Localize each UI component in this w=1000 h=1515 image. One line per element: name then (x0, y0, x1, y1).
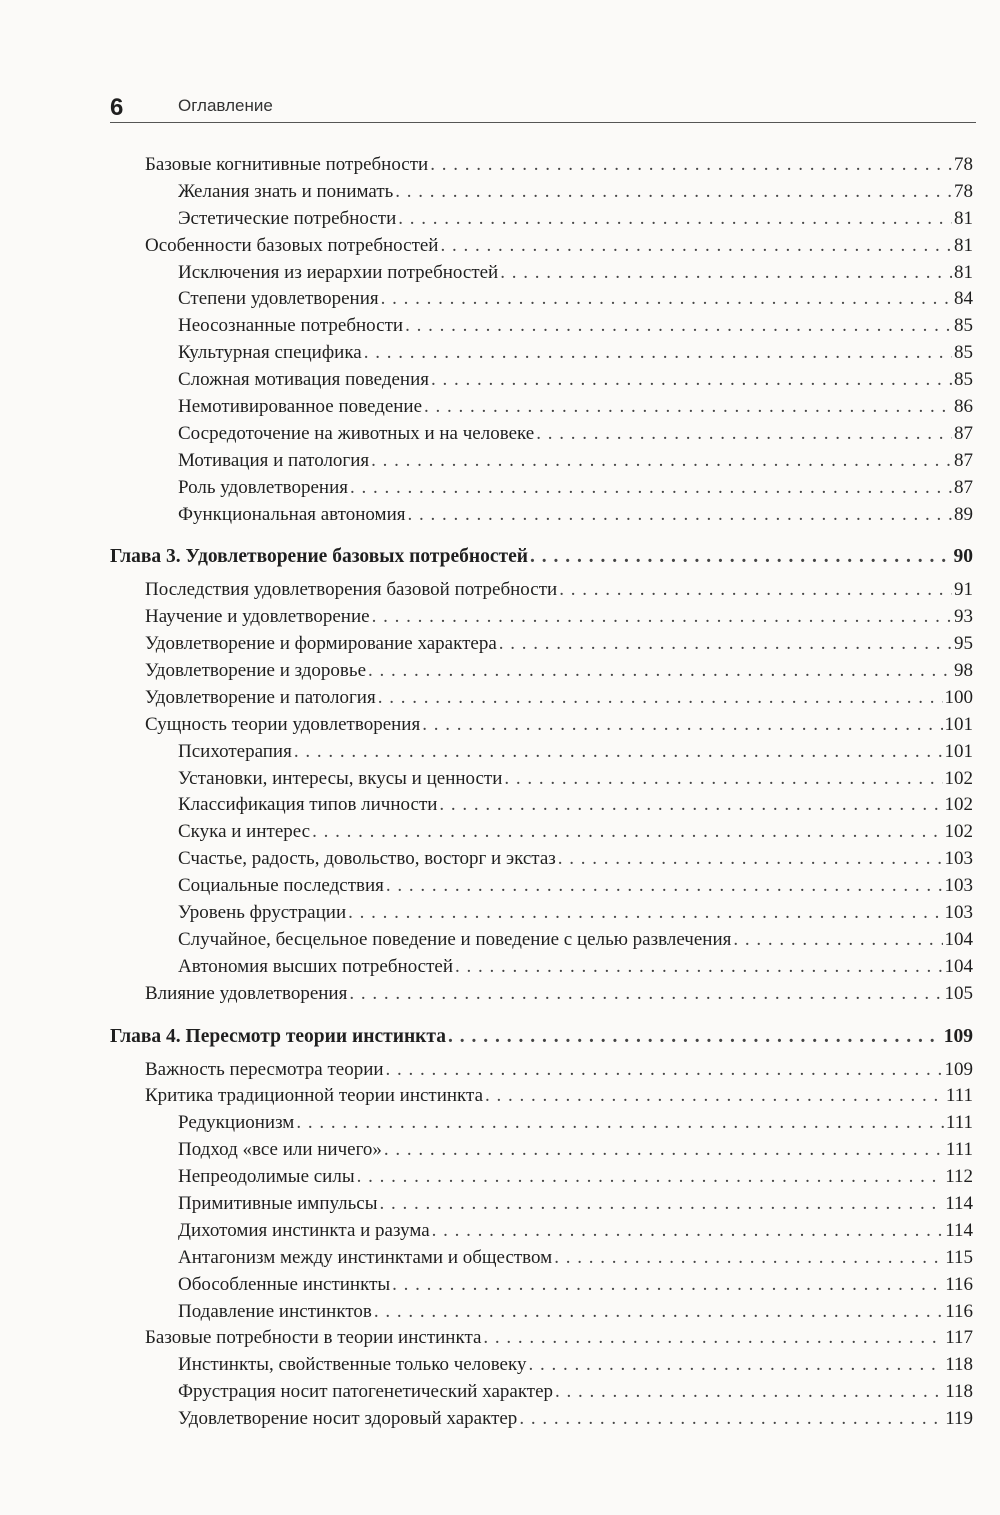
toc-entry (110, 448, 973, 475)
toc-entry (110, 1352, 973, 1379)
toc-chapter (110, 544, 973, 571)
leader-dots (555, 1379, 943, 1406)
toc-entry-title: Исключения из иерархии потребностей (178, 261, 499, 283)
leader-dots (483, 1325, 943, 1352)
leader-dots (536, 421, 952, 448)
leader-dots (448, 1024, 942, 1051)
toc-entry-page: 111 (945, 1139, 973, 1161)
toc-entry-title: Уровень фрустрации (178, 902, 347, 924)
toc-entry (110, 1164, 973, 1191)
toc-entry-title: Счастье, радость, довольство, восторг и экстаз (178, 848, 556, 870)
toc-entry-title: Антагонизм между инстинктами и обществом (178, 1246, 553, 1268)
toc-entry-title: Социальные последствия (178, 875, 384, 897)
toc-entry-title: Сосредоточение на животных и на человеке (178, 422, 535, 444)
leader-dots (374, 1299, 943, 1326)
leader-dots (294, 739, 943, 766)
toc-entry-page: 117 (945, 1327, 973, 1349)
toc-entry (110, 206, 973, 233)
toc-entry-title: Функциональная автономия (178, 503, 406, 525)
leader-dots (455, 954, 942, 981)
toc-entry (110, 577, 973, 604)
toc-entry-page: 78 (954, 180, 973, 202)
toc-entry (110, 1137, 973, 1164)
toc-entry-title: Удовлетворение и патология (145, 686, 376, 708)
leader-dots (368, 658, 952, 685)
toc-entry-title: Психотерапия (178, 740, 292, 762)
toc-entry-page: 81 (954, 234, 973, 256)
toc-entry-title: Инстинкты, свойственные только человеку (178, 1354, 527, 1376)
toc-entry (110, 1218, 973, 1245)
toc-entry-page: 85 (954, 315, 973, 337)
toc-entry-page: 89 (954, 503, 973, 525)
leader-dots (519, 1406, 943, 1433)
toc-entry-title: Фрустрация носит патогенетический характер (178, 1381, 554, 1403)
toc-entry-title: Удовлетворение и здоровье (145, 660, 367, 682)
toc-entry-page: 90 (953, 546, 973, 568)
toc-entry-page: 101 (944, 713, 973, 735)
toc-entry-page: 87 (954, 422, 973, 444)
toc-entry (110, 900, 973, 927)
toc-entry-title: Удовлетворение и формирование характера (145, 633, 497, 655)
leader-dots (499, 631, 952, 658)
toc-entry (110, 631, 973, 658)
toc-entry (110, 954, 973, 981)
toc-entry-title: Глава 3. Удовлетворение базовых потребностей (110, 546, 528, 568)
toc-entry-page: 101 (944, 740, 973, 762)
leader-dots (439, 792, 942, 819)
toc-entry-title: Культурная специфика (178, 342, 362, 364)
toc-entry-page: 109 (943, 1025, 973, 1047)
toc-entry (110, 739, 973, 766)
toc-entry-page: 111 (945, 1112, 973, 1134)
leader-dots (296, 1110, 944, 1137)
toc-entry (110, 1406, 973, 1433)
leader-dots (392, 1272, 943, 1299)
toc-entry (110, 792, 973, 819)
toc-entry-title: Непреодолимые силы (178, 1166, 355, 1188)
leader-dots (558, 846, 943, 873)
toc-entry (110, 685, 973, 712)
leader-dots (422, 712, 942, 739)
toc-entry-page: 109 (944, 1058, 973, 1080)
toc-entry-title: Мотивация и патология (178, 449, 370, 471)
toc-entry-page: 118 (945, 1354, 973, 1376)
toc-entry-title: Подавление инстинктов (178, 1300, 372, 1322)
toc-entry-page: 102 (944, 794, 973, 816)
toc-entry (110, 846, 973, 873)
leader-dots (349, 981, 942, 1008)
toc-entry-title: Важность пересмотра теории (145, 1058, 384, 1080)
toc-entry-page: 115 (945, 1246, 973, 1268)
leader-dots (407, 502, 952, 529)
toc-entry-page: 105 (944, 982, 973, 1004)
leader-dots (440, 233, 952, 260)
toc-entry-title: Установки, интересы, вкусы и ценности (178, 767, 503, 789)
toc-entry (110, 286, 973, 313)
toc-entry (110, 367, 973, 394)
toc-entry-page: 93 (954, 606, 973, 628)
running-header (110, 92, 976, 123)
toc-entry-title: Влияние удовлетворения (145, 982, 348, 1004)
leader-dots (733, 927, 942, 954)
leader-dots (395, 179, 952, 206)
toc-entry (110, 1379, 973, 1406)
toc-entry-title: Немотивированное поведение (178, 396, 423, 418)
toc-entry (110, 421, 973, 448)
toc-entry (110, 1299, 973, 1326)
toc-entry-page: 114 (945, 1219, 973, 1241)
toc-chapter (110, 1024, 973, 1051)
toc-entry-title: Дихотомия инстинкта и разума (178, 1219, 430, 1241)
leader-dots (530, 544, 952, 571)
leader-dots (431, 367, 952, 394)
toc-entry (110, 1325, 973, 1352)
toc-entry-page: 102 (944, 767, 973, 789)
page-number: 6 (110, 94, 124, 121)
toc-entry-page: 116 (945, 1300, 973, 1322)
leader-dots (432, 1218, 944, 1245)
toc-entry (110, 1272, 973, 1299)
leader-dots (559, 577, 952, 604)
leader-dots (348, 900, 942, 927)
leader-dots (357, 1164, 944, 1191)
toc-entry (110, 658, 973, 685)
toc-entry-title: Сложная мотивация поведения (178, 369, 430, 391)
toc-entry-title: Случайное, бесцельное поведение и поведение с целью развлечения (178, 928, 732, 950)
toc-entry-title: Базовые потребности в теории инстинкта (145, 1327, 482, 1349)
toc-entry (110, 1245, 973, 1272)
toc-entry-title: Научение и удовлетворение (145, 606, 370, 628)
leader-dots (424, 394, 952, 421)
toc-entry (110, 179, 973, 206)
toc-entry (110, 927, 973, 954)
toc-entry-title: Редукционизм (178, 1112, 295, 1134)
table-of-contents (110, 152, 973, 1433)
toc-entry-title: Автономия высших потребностей (178, 955, 454, 977)
toc-entry (110, 1110, 973, 1137)
toc-entry-page: 104 (944, 955, 973, 977)
toc-entry-title: Базовые когнитивные потребности (145, 154, 429, 175)
toc-entry-page: 111 (945, 1085, 973, 1107)
leader-dots (364, 340, 952, 367)
toc-entry-page: 112 (945, 1166, 973, 1188)
toc-entry-title: Удовлетворение носит здоровый характер (178, 1408, 518, 1430)
toc-entry-title: Обособленные инстинкты (178, 1273, 391, 1295)
toc-entry-title: Роль удовлетворения (178, 476, 348, 498)
toc-entry (110, 604, 973, 631)
leader-dots (350, 475, 952, 502)
toc-entry-page: 100 (944, 686, 973, 708)
toc-entry-page: 118 (945, 1381, 973, 1403)
leader-dots (554, 1245, 943, 1272)
leader-dots (500, 260, 952, 287)
toc-entry-title: Глава 4. Пересмотр теории инстинкта (110, 1025, 446, 1047)
toc-entry-page: 87 (954, 449, 973, 471)
toc-entry (110, 260, 973, 287)
toc-entry (110, 766, 973, 793)
toc-entry (110, 502, 973, 529)
toc-entry-page: 84 (954, 288, 973, 310)
toc-entry-page: 85 (954, 369, 973, 391)
toc-entry-page: 104 (944, 928, 973, 950)
toc-entry (110, 1083, 973, 1110)
toc-entry-page: 81 (954, 207, 973, 229)
toc-entry-page: 116 (945, 1273, 973, 1295)
leader-dots (504, 766, 942, 793)
toc-entry-page: 103 (944, 848, 973, 870)
toc-entry (110, 340, 973, 367)
leader-dots (485, 1083, 944, 1110)
leader-dots (378, 685, 943, 712)
toc-entry-title: Особенности базовых потребностей (145, 234, 439, 256)
toc-entry-page: 114 (945, 1192, 973, 1214)
toc-entry-page: 86 (954, 396, 973, 418)
toc-entry-title: Последствия удовлетворения базовой потребности (145, 579, 558, 601)
toc-entry-page: 85 (954, 342, 973, 364)
toc-entry-page: 81 (954, 261, 973, 283)
toc-entry (110, 394, 973, 421)
leader-dots (380, 1191, 944, 1218)
toc-entry (110, 819, 973, 846)
toc-entry-page: 119 (945, 1408, 973, 1430)
toc-entry (110, 475, 973, 502)
leader-dots (398, 206, 952, 233)
toc-entry (110, 152, 973, 179)
running-title: Оглавление (178, 96, 273, 115)
toc-entry-title: Скука и интерес (178, 821, 311, 843)
toc-entry-title: Неосознанные потребности (178, 315, 404, 337)
toc-entry-page: 98 (954, 660, 973, 682)
toc-entry (110, 233, 973, 260)
leader-dots (405, 313, 952, 340)
toc-entry-page: 95 (954, 633, 973, 655)
leader-dots (372, 604, 952, 631)
leader-dots (528, 1352, 943, 1379)
leader-dots (430, 152, 952, 179)
toc-entry (110, 1191, 973, 1218)
leader-dots (386, 1057, 943, 1084)
toc-entry-page: 102 (944, 821, 973, 843)
toc-entry-title: Критика традиционной теории инстинкта (145, 1085, 484, 1107)
toc-entry-title: Подход «все или ничего» (178, 1139, 382, 1161)
leader-dots (371, 448, 952, 475)
toc-entry-title: Эстетические потребности (178, 207, 397, 229)
toc-entry (110, 873, 973, 900)
toc-entry (110, 712, 973, 739)
toc-entry-page: 91 (954, 579, 973, 601)
toc-entry-title: Примитивные импульсы (178, 1192, 378, 1214)
toc-entry (110, 1057, 973, 1084)
toc-entry-title: Классификация типов личности (178, 794, 438, 816)
toc-entry (110, 981, 973, 1008)
toc-entry-page: 103 (944, 902, 973, 924)
leader-dots (312, 819, 942, 846)
toc-entry-title: Сущность теории удовлетворения (145, 713, 421, 735)
toc-entry-page: 103 (944, 875, 973, 897)
toc-entry-page: 78 (954, 154, 973, 175)
toc-entry-page: 87 (954, 476, 973, 498)
toc-entry (110, 313, 973, 340)
leader-dots (384, 1137, 944, 1164)
leader-dots (386, 873, 943, 900)
leader-dots (381, 286, 952, 313)
toc-entry-title: Степени удовлетворения (178, 288, 379, 310)
toc-entry-title: Желания знать и понимать (178, 180, 394, 202)
